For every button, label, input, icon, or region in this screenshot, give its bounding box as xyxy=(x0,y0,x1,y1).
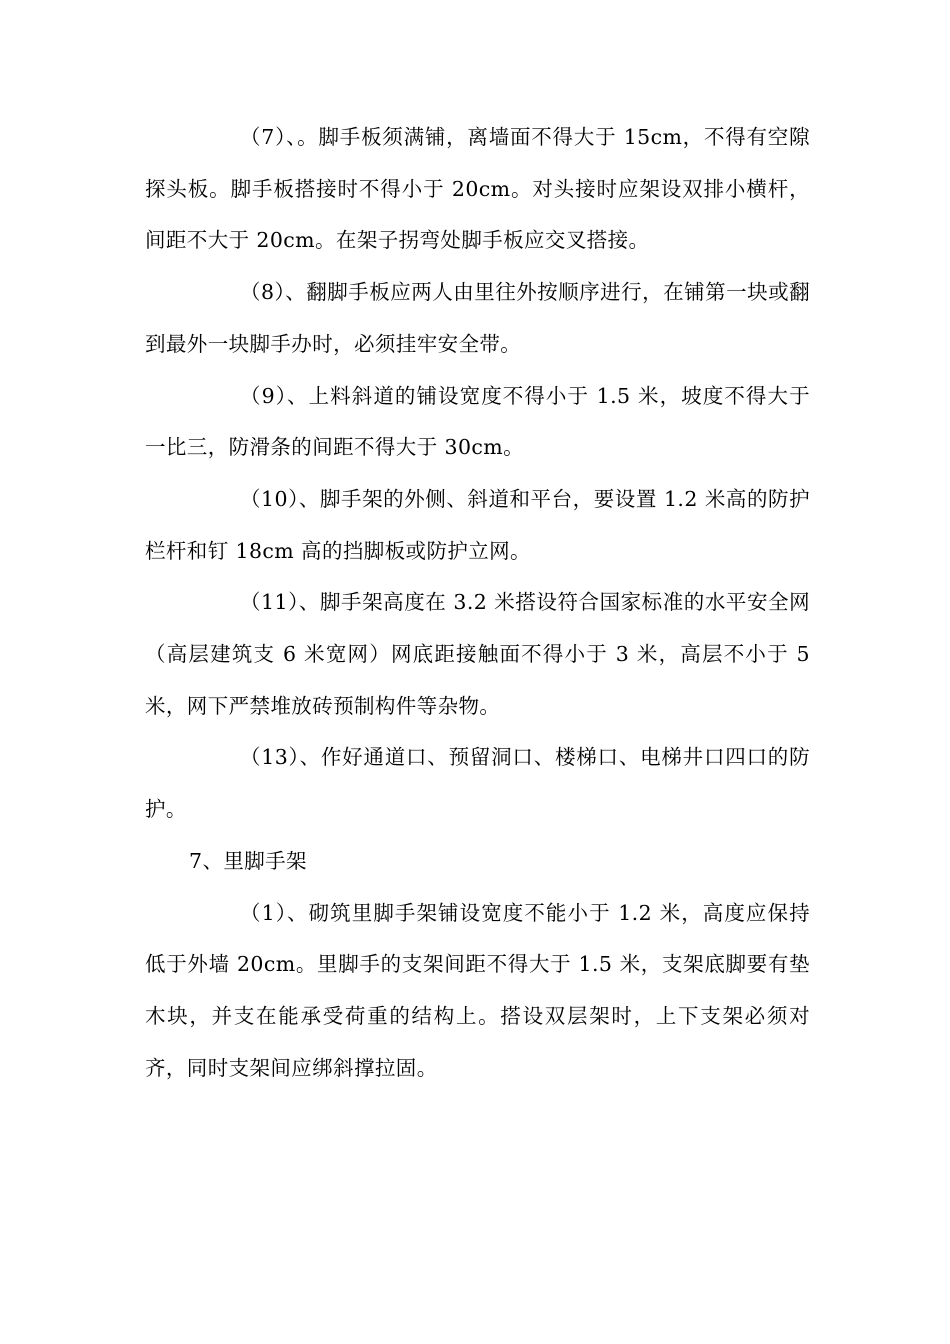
section-paragraph-1: （1）、砌筑里脚手架铺设宽度不能小于 1.2 米，高度应保持低于外墙 20cm。里脚手的支架间距不得大于 1.5 米，支架底脚要有垫木块，并支在能承受荷重的结构上。搭设双层架时，上下支架必须对齐，同时支架间应绑斜撑拉固。 xyxy=(145,900,810,1080)
paragraph-item-7: （7）、。脚手板须满铺，离墙面不得大于 15cm，不得有空隙探头板。脚手板搭接时不得小于 20cm。对头接时应架设双排小横杆，间距不大于 20cm。在架子拐弯处脚手板应交叉搭接。 xyxy=(145,125,810,253)
paragraph-item-9: （9）、上料斜道的铺设宽度不得小于 1.5 米，坡度不得大于一比三，防滑条的间距不得大于 30cm。 xyxy=(145,383,810,460)
section-heading: 7、里脚手架 xyxy=(189,848,307,873)
paragraph-item-10: （10）、脚手架的外侧、斜道和平台，要设置 1.2 米高的防护栏杆和钉 18cm 高的挡脚板或防护立网。 xyxy=(145,486,810,563)
document-body xyxy=(145,112,810,1094)
paragraph-item-13: （13）、作好通道口、预留洞口、楼梯口、电梯井口四口的防护。 xyxy=(145,745,810,822)
paragraph-item-8: （8）、翻脚手板应两人由里往外按顺序进行，在铺第一块或翻到最外一块脚手办时，必须挂牢安全带。 xyxy=(145,280,810,356)
paragraph-item-11: （11）、脚手架高度在 3.2 米搭设符合国家标准的水平安全网（高层建筑支 6 米宽网）网底距接触面不得小于 3 米，高层不小于 5 米，网下严禁堆放砖预制构件等杂物。 xyxy=(145,590,810,718)
